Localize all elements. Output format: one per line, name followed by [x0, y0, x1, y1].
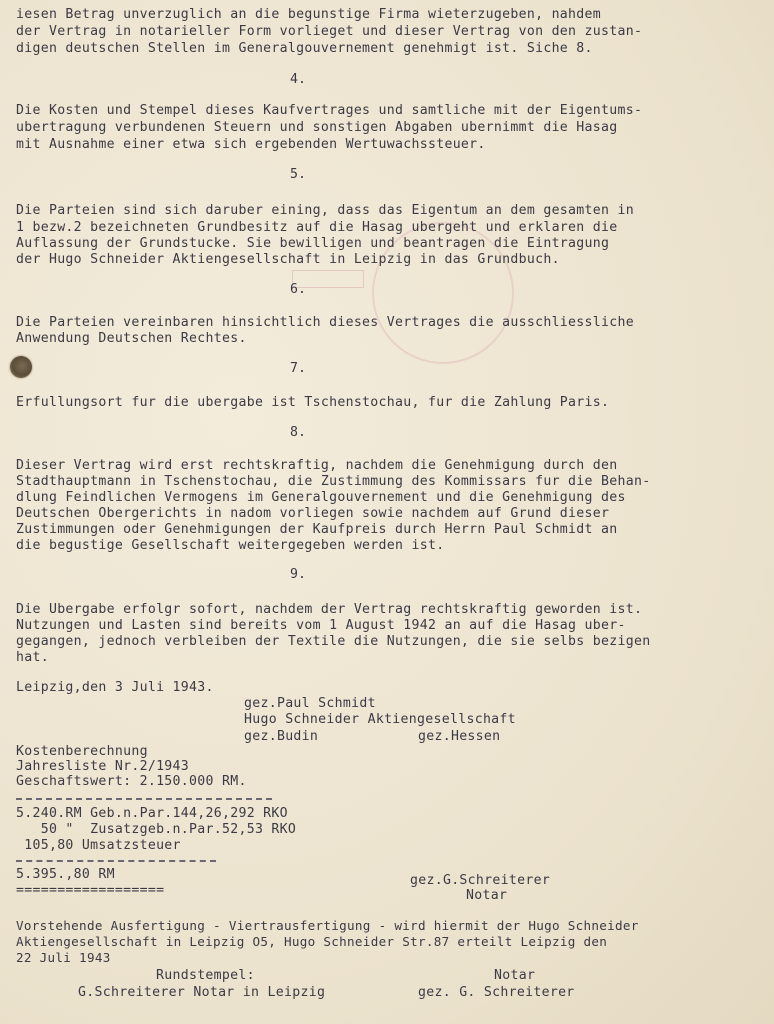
section-5-line-4: der Hugo Schneider Aktiengesellschaft in Leipzig in das Grundbuch.	[16, 252, 560, 267]
section-7-line-1: Erfullungsort fur die ubergabe ist Tschenstochau, fur die Zahlung Paris.	[16, 395, 610, 410]
intro-line-2: der Vertrag in notarieller Form vorlieget und dieser Vertrag von den zustan-	[16, 24, 643, 39]
cost-divider-top	[16, 798, 272, 800]
section-4-number: 4.	[290, 72, 306, 87]
section-8-line-1: Dieser Vertrag wird erst rechtskraftig, nachdem die Genehmigung durch den	[16, 458, 618, 473]
section-4-line-1: Die Kosten und Stempel dieses Kaufvertrages und samtliche mit der Eigentums-	[16, 103, 643, 118]
seal-text: G.Schreiterer Notar in Leipzig	[78, 985, 326, 1000]
section-8-line-3: dlung Feindlichen Vermogens im Generalgouvernement und die Genehmigung des	[16, 490, 626, 505]
punch-hole-top	[10, 356, 32, 378]
section-4-line-3: mit Ausnahme einer etwa sich ergebenden Wertuwachssteuer.	[16, 137, 486, 152]
section-6-number: 6.	[290, 282, 306, 297]
certification-line-1: Vorstehende Ausfertigung - Viertrausfertigung - wird hiermit der Hugo Schneider	[16, 918, 639, 933]
cost-total: 5.395.,80 RM	[16, 867, 115, 882]
notary-signature: gez.G.Schreiterer	[410, 873, 551, 888]
signature-schmidt: gez.Paul Schmidt	[244, 696, 376, 711]
certification-line-3: 22 Juli 1943	[16, 950, 111, 965]
section-8-line-4: Deutschen Obergerichts in nadom vorliegen sowie nachdem auf Grund dieser	[16, 506, 610, 521]
place-date: Leipzig,den 3 Juli 1943.	[16, 680, 214, 695]
section-9-line-4: hat.	[16, 650, 49, 665]
cost-divider-middle	[16, 860, 216, 862]
notary-title: Notar	[466, 888, 508, 903]
cost-total-underline: ==================	[16, 883, 165, 898]
final-notary-signature: gez. G. Schreiterer	[418, 985, 575, 1000]
cost-heading: Kostenberechnung	[16, 744, 148, 759]
signature-hessen: gez.Hessen	[418, 729, 501, 744]
section-6-line-2: Anwendung Deutschen Rechtes.	[16, 331, 247, 346]
section-9-line-3: gegangen, jednoch verbleiben der Textile die Nutzungen, die sie selbs bezigen	[16, 634, 651, 649]
section-9-line-2: Nutzungen und Lasten sind bereits vom 1 August 1942 an auf die Hasag uber-	[16, 618, 626, 633]
section-8-number: 8.	[290, 425, 306, 440]
signature-budin: gez.Budin	[244, 729, 319, 744]
certification-line-2: Aktiengesellschaft in Leipzig O5, Hugo Schneider Str.87 erteilt Leipzig den	[16, 934, 608, 949]
section-8-line-2: Stadthauptmann in Tschenstochau, die Zustimmung des Kommissars fur die Behan-	[16, 474, 651, 489]
section-9-line-1: Die Ubergabe erfolgr sofort, nachdem der Vertrag rechtskraftig geworden ist.	[16, 602, 643, 617]
section-5-line-1: Die Parteien sind sich daruber eining, dass das Eigentum an dem gesamten in	[16, 203, 634, 218]
cost-row-1: 5.240.RM Geb.n.Par.144,26,292 RKO	[16, 806, 288, 821]
section-4-line-2: ubertragung verbundenen Steuern und sonstigen Abgaben ubernimmt die Hasag	[16, 120, 618, 135]
intro-line-1: iesen Betrag unverzuglich an die begunstige Firma wieterzugeben, nahdem	[16, 7, 602, 22]
section-7-number: 7.	[290, 361, 306, 376]
cost-row-3: 105,80 Umsatzsteuer	[16, 838, 181, 853]
section-6-line-1: Die Parteien vereinbaren hinsichtlich dieses Vertrages die ausschliessliche	[16, 315, 634, 330]
cost-row-2: 50 " Zusatzgeb.n.Par.52,53 RKO	[16, 822, 297, 837]
seal-label: Rundstempel:	[156, 968, 255, 983]
company-name: Hugo Schneider Aktiengesellschaft	[244, 712, 516, 727]
section-5-line-2: 1 bezw.2 bezeichneten Grundbesitz auf die Hasag ubergeht und erklaren die	[16, 220, 618, 235]
section-5-line-3: Auflassung der Grundstucke. Sie bewilligen und beantragen die Eintragung	[16, 236, 610, 251]
section-8-line-6: die begustige Gesellschaft weitergegeben werden ist.	[16, 538, 445, 553]
notar-label: Notar	[494, 968, 536, 983]
cost-list-number: Jahresliste Nr.2/1943	[16, 759, 190, 774]
business-value: Geschaftswert: 2.150.000 RM.	[16, 774, 247, 789]
section-9-number: 9.	[290, 567, 306, 582]
section-5-number: 5.	[290, 167, 306, 182]
intro-line-3: digen deutschen Stellen im Generalgouvernement genehmigt ist. Siche 8.	[16, 41, 593, 56]
section-8-line-5: Zustimmungen oder Genehmigungen der Kaufpreis durch Herrn Paul Schmidt an	[16, 522, 618, 537]
